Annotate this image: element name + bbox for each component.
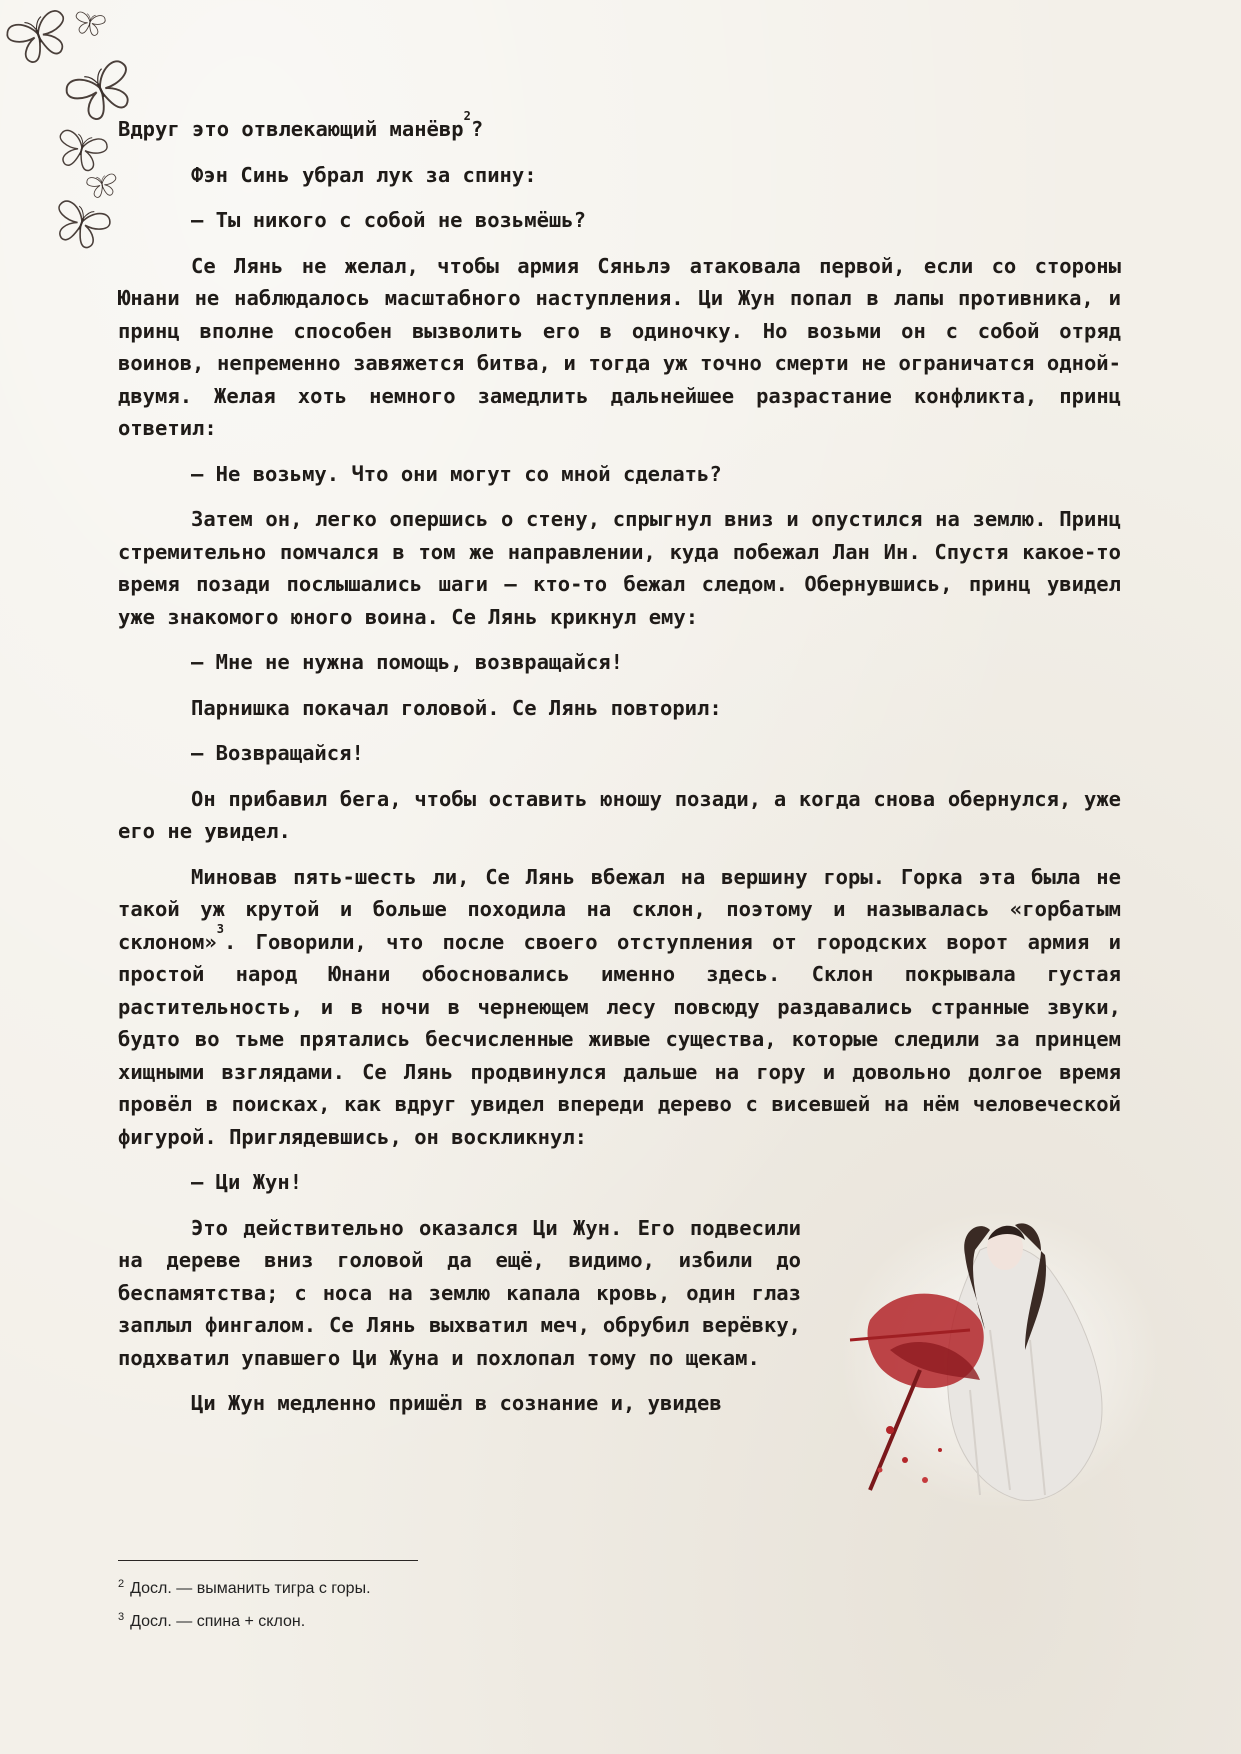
paragraph	[118, 503, 1121, 633]
paragraph	[118, 159, 1121, 192]
paragraph-text: Вдруг это отвлекающий манёвр	[118, 117, 464, 141]
footnote	[118, 1605, 718, 1638]
paragraph	[118, 861, 1121, 1154]
paragraph	[118, 692, 1121, 725]
paragraph	[118, 109, 1121, 146]
paragraph-text: . Говорили, что после своего отступления от городских ворот армия и простой народ Юнани обосновались именно здесь. Склон покрывала густая растительность, и в ночи в чернеющем лесу повсюду раздавались странные звуки, будто во тьме прятались бесчисленные живые существа, которые следили за принцем хищными взглядами. Се Лянь продвинулся дальше на гору и довольно долгое время провёл в поисках, как вдруг увидел впереди дерево с висевшей на нём человеческой фигурой. Приглядевшись, он воскликнул:	[118, 929, 1121, 1149]
paragraph-text: Фэн Синь убрал лук за спину:	[191, 162, 537, 187]
paragraph-text: Ци Жун медленно пришёл в сознание и, увидев	[191, 1391, 722, 1415]
footnote-number: 2	[118, 1578, 125, 1590]
figure-illustration-icon	[830, 1210, 1160, 1510]
footnote-ref[interactable]: 2	[463, 109, 471, 123]
footnote-ref[interactable]: 3	[216, 921, 224, 936]
paragraph	[118, 250, 1121, 445]
paragraph-text: Миновав пять-шесть ли, Се Лянь вбежал на вершину горы. Горка эта была не такой уж крутой и больше походила на склон, поэтому и называлась «горбатым склоном»	[118, 864, 1121, 954]
paragraph-text: Затем он, легко опершись о стену, спрыгнул вниз и опустился на землю. Принц стремительно помчался в том же направлении, куда побежал Лан Ин. Спустя какое-то время позади послышались шаги — кто-то бежал следом. Обернувшись, принц увидел уже знакомого юного воина. Се Лянь крикнул ему:	[118, 507, 1121, 629]
paragraph	[118, 1166, 1121, 1199]
paragraph	[118, 1212, 801, 1375]
paragraph-text: ?	[470, 117, 484, 141]
paragraph-text: Парнишка покачал головой. Се Лянь повторил:	[191, 695, 722, 720]
butterfly-icon	[86, 173, 119, 199]
paragraph	[118, 458, 1121, 491]
footnote-divider	[118, 1560, 418, 1561]
footnote-number: 3	[118, 1611, 125, 1623]
butterfly-icon	[54, 129, 109, 174]
paragraph	[118, 204, 1121, 237]
paragraph	[118, 646, 1121, 679]
footnotes	[118, 1572, 718, 1638]
footnote-text: Досл. — спина + склон.	[130, 1613, 306, 1630]
paragraph	[118, 1387, 801, 1420]
butterfly-icon	[49, 199, 112, 253]
footnote-text: Досл. — выманить тигра с горы.	[130, 1580, 371, 1597]
paragraph	[118, 783, 1121, 848]
footnote	[118, 1572, 718, 1605]
paragraph-text: — Мне не нужна помощь, возвращайся!	[191, 650, 623, 674]
paragraph-text: — Ты никого с собой не возьмёшь?	[191, 208, 586, 232]
paragraph-text: Это действительно оказался Ци Жун. Его подвесили на дереве вниз головой да ещё, видимо, избили до беспамятства; с носа на землю капала кровь, один глаз заплыл фингалом. Се Лянь выхватил меч, обрубил верёвку, подхватил упавшего Ци Жуна и похлопал тому по щекам.	[118, 1215, 801, 1370]
paragraph-text: Он прибавил бега, чтобы оставить юношу позади, а когда снова обернулся, уже его не увидел.	[118, 786, 1121, 843]
paragraph-text: — Ци Жун!	[191, 1170, 303, 1194]
paragraph	[118, 737, 1121, 770]
paragraph-text: Се Лянь не желал, чтобы армия Сяньлэ атаковала первой, если со стороны Юнани не наблюдалось масштабного наступления. Ци Жун попал в лапы противника, и принц вполне способен вызволить его в одиночку. Но возьми он с собой отряд воинов, непременно завяжется битва, и тогда уж точно смерти не ограничатся одной-двумя. Желая хоть немного замедлить дальнейшее разрастание конфликта, принц ответил:	[118, 253, 1121, 440]
paragraph-text: — Не возьму. Что они могут со мной сделать?	[191, 461, 722, 486]
butterfly-icon	[73, 11, 106, 37]
butterfly-icon	[5, 8, 74, 67]
paragraph-text: — Возвращайся!	[191, 741, 364, 765]
